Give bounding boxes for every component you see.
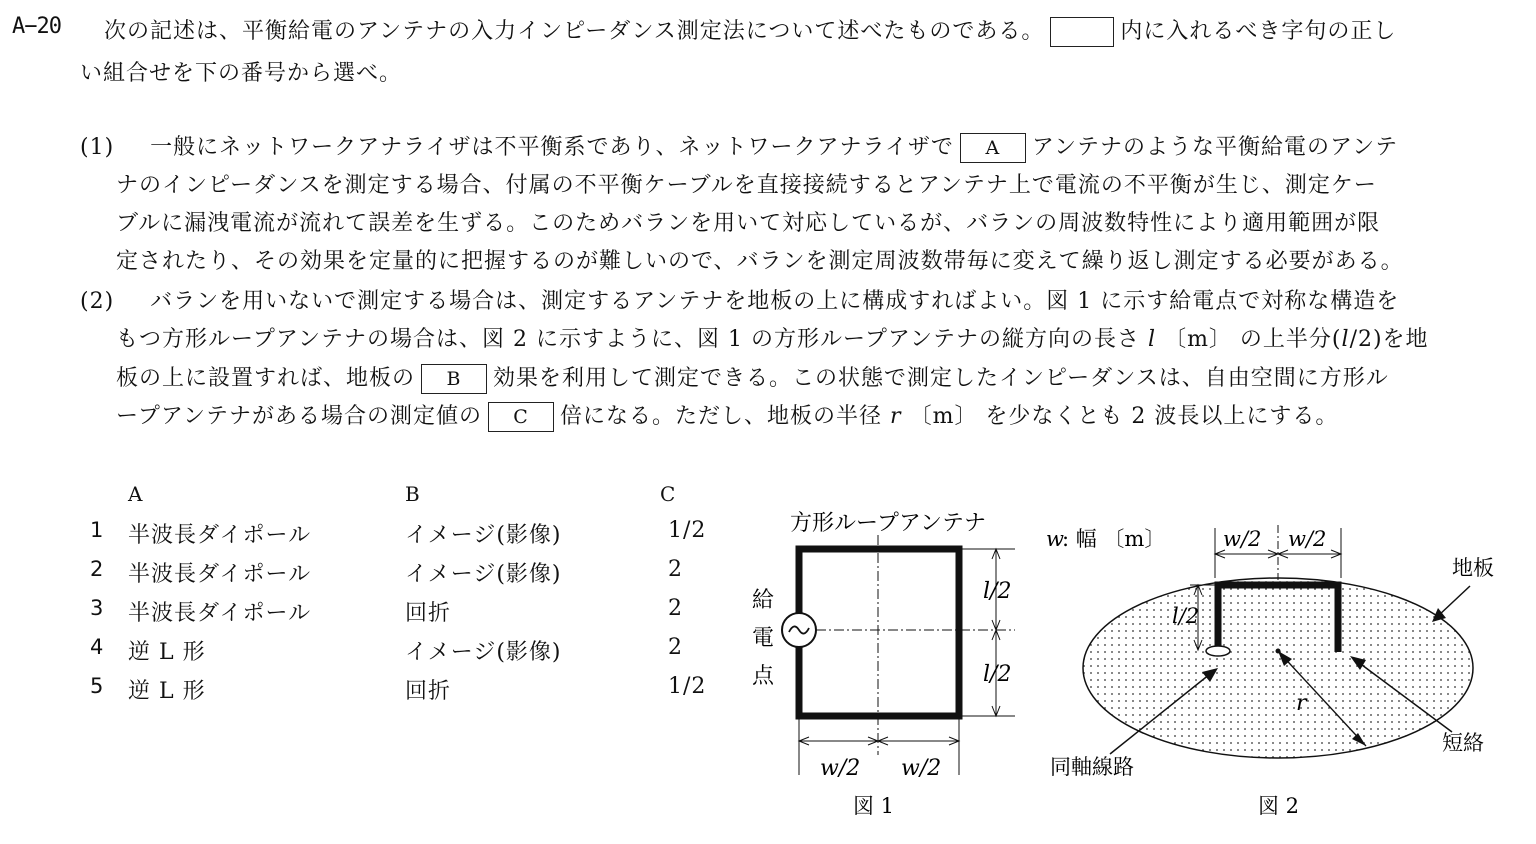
para2-label: (2) <box>80 289 115 314</box>
var-r: r <box>890 404 902 429</box>
blank-box <box>1050 17 1114 47</box>
para2-text-2c: /2)を地 <box>1349 327 1429 352</box>
para1-line1 <box>80 130 1398 163</box>
question-number: A−20 <box>12 14 61 39</box>
para1-text-1a: 一般にネットワークアナライザは不平衡系であり、ネットワークアナライザで <box>150 135 954 160</box>
para1-line4: 定されたり、その効果を定量的に把握するのが難しいので、バランを測定周波数帯毎に変えて繰り返し測定する必要がある。 <box>116 249 1404 274</box>
choice-a: 半波長ダイポール <box>128 562 312 587</box>
coax-connector <box>1206 646 1230 656</box>
para1-line3: ブルに漏洩電流が流れて誤差を生ずる。このためバランを用いて対応しているが、バランの周波数特性により適用範囲が限 <box>116 211 1381 236</box>
fig2-ground-plane-label: 地板 <box>1452 556 1494 580</box>
intro-text-3: い組合せを下の番号から選べ。 <box>80 61 403 86</box>
para2-text-4c: 〔m〕 を少なくとも 2 波長以上にする。 <box>909 404 1339 429</box>
para1-text-1b: アンテナのような平衡給電のアンテ <box>1031 135 1399 160</box>
box-b: B <box>421 364 487 394</box>
header-a: A <box>128 482 143 506</box>
choice-b: 回折 <box>405 679 452 704</box>
var-l-2: l <box>1341 327 1350 352</box>
choice-a: 逆 L 形 <box>128 640 206 665</box>
figure-1 <box>740 505 1040 825</box>
intro-text-1: 次の記述は、平衡給電のアンテナの入力インピーダンス測定法について述べたものである。 <box>104 19 1045 44</box>
fig2-coax-label: 同軸線路 <box>1050 755 1134 779</box>
para2-line2 <box>116 322 1429 353</box>
fig1-feed-label-2: 電 <box>752 626 775 651</box>
header-b: B <box>405 482 420 506</box>
para1-label: (1) <box>80 135 115 160</box>
fig1-feed-label-3: 点 <box>752 664 775 689</box>
fig1-half-l-bottom: l/2 <box>983 662 1012 687</box>
question-intro <box>104 14 1396 47</box>
para2-text-1: バランを用いないで測定する場合は、測定するアンテナを地板の上に構成すればよい。図 1 に示す給電点で対称な構造を <box>150 289 1400 314</box>
fig1-half-w-right: w/2 <box>901 756 942 781</box>
fig2-width-def: w <box>1046 527 1064 551</box>
choice-num: 2 <box>90 557 105 581</box>
choice-c: 2 <box>668 635 683 660</box>
para2-text-3b: 効果を利用して測定できる。この状態で測定したインピーダンスは、自由空間に方形ル <box>493 366 1389 391</box>
para2-line4 <box>116 399 1338 432</box>
fig1-half-l-top: l/2 <box>983 579 1012 604</box>
para2-line1 <box>80 284 1399 315</box>
choice-num: 3 <box>90 596 105 620</box>
fig1-title: 方形ループアンテナ <box>790 511 987 536</box>
intro-text-2: 内に入れるべき字句の正し <box>1120 19 1397 44</box>
para2-text-4a: ープアンテナがある場合の測定値の <box>116 404 483 429</box>
choice-num: 4 <box>90 635 105 659</box>
choice-a: 半波長ダイポール <box>128 601 312 626</box>
fig2-width-def-rest: : 幅 〔m〕 <box>1062 527 1166 551</box>
fig2-half-w-right: w/2 <box>1288 527 1327 551</box>
box-a: A <box>960 133 1026 163</box>
fig2-half-l: l/2 <box>1172 604 1200 628</box>
choice-c: 1/2 <box>668 674 707 699</box>
fig2-caption: 図 2 <box>1258 794 1300 818</box>
choice-b: イメージ(影像) <box>405 523 562 548</box>
choice-b: イメージ(影像) <box>405 640 562 665</box>
choice-c: 1/2 <box>668 518 707 543</box>
choice-num: 5 <box>90 674 105 698</box>
ground-plane-arrow <box>1438 586 1470 616</box>
var-l: l <box>1148 327 1157 352</box>
choice-b: 回折 <box>405 601 452 626</box>
choice-b: イメージ(影像) <box>405 562 562 587</box>
fig1-caption: 図 1 <box>853 794 895 818</box>
choice-num: 1 <box>90 518 105 542</box>
para2-line3 <box>116 361 1389 394</box>
choice-a: 半波長ダイポール <box>128 523 312 548</box>
fig2-half-w-left: w/2 <box>1223 527 1262 551</box>
para2-text-3a: 板の上に設置すれば、地板の <box>116 366 416 391</box>
box-c: C <box>488 402 554 432</box>
ground-plane <box>1083 578 1473 758</box>
para2-text-2b: 〔m〕 の上半分( <box>1164 327 1342 352</box>
para2-text-4b: 倍になる。ただし、地板の半径 <box>560 404 883 429</box>
choice-c: 2 <box>668 596 683 621</box>
loop-antenna <box>799 549 959 716</box>
choice-c: 2 <box>668 557 683 582</box>
fig2-short-label: 短絡 <box>1442 731 1484 755</box>
para1-line2: ナのインピーダンスを測定する場合、付属の不平衡ケーブルを直接接続するとアンテナ上で電流の不平衡が生じ、測定ケー <box>116 173 1377 198</box>
fig1-half-w-left: w/2 <box>820 756 861 781</box>
fig1-feed-label-1: 給 <box>752 588 775 613</box>
para2-text-2a: もつ方形ループアンテナの場合は、図 2 に示すように、図 1 の方形ループアンテナの縦方向の長さ <box>116 327 1141 352</box>
choice-a: 逆 L 形 <box>128 679 206 704</box>
figure-2 <box>1040 510 1510 830</box>
header-c: C <box>660 482 676 506</box>
fig2-radius: r <box>1296 691 1307 716</box>
